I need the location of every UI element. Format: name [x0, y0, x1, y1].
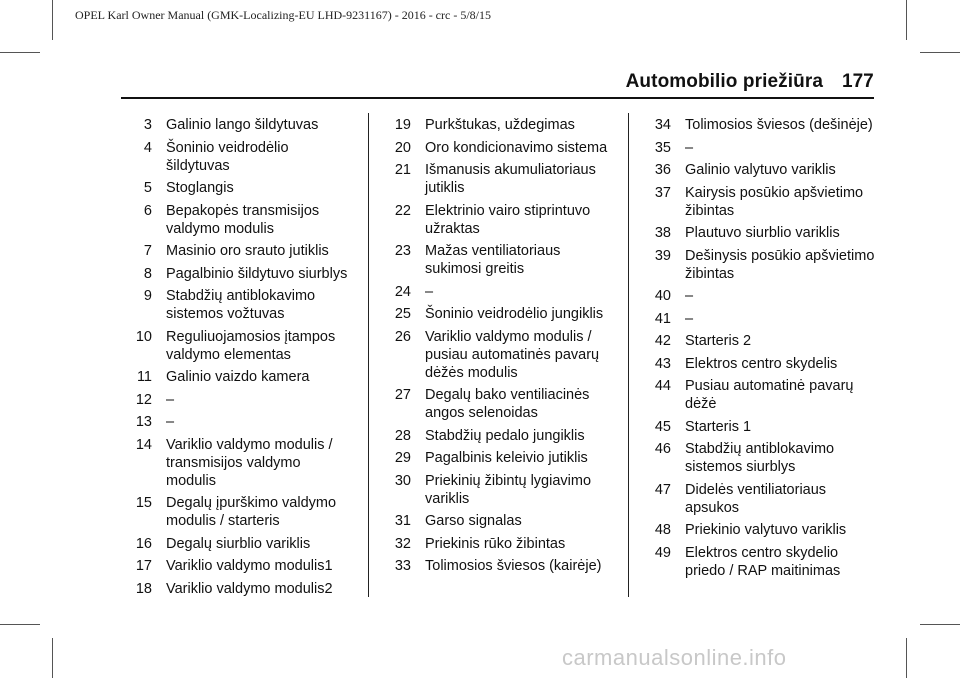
section-title: Automobilio priežiūra	[625, 71, 823, 92]
item-label: Elektros centro skydelis	[685, 355, 838, 372]
item-label: Šoninio veidrodėlio šildytuvas	[166, 139, 289, 174]
item-label: Didelės ventiliatoriaus apsukos	[685, 481, 827, 516]
list-item	[383, 512, 615, 530]
list-item	[643, 287, 875, 305]
list-item	[383, 202, 615, 238]
item-label: –	[685, 139, 694, 156]
list-item	[124, 557, 352, 575]
document-meta: OPEL Karl Owner Manual (GMK-Localizing-EU LHD-9231167) - 2016 - crc - 5/8/15	[75, 8, 491, 22]
list-item	[383, 427, 615, 445]
item-label: Stabdžių antiblokavimo sistemos vožtuvas	[166, 288, 316, 322]
item-label: –	[166, 414, 175, 430]
item-label: Šoninio veidrodėlio jungiklis	[425, 306, 604, 322]
item-label: Priekinių žibintų lygiavimo variklis	[425, 472, 592, 507]
column-divider	[368, 113, 369, 597]
list-item	[124, 265, 352, 283]
item-number: 48	[654, 522, 671, 538]
list-item	[383, 328, 615, 382]
item-label: Bepakopės transmisijos valdymo modulis	[166, 202, 320, 237]
item-number: 49	[654, 544, 671, 561]
item-label: Pagalbinio šildytuvo siurblys	[166, 265, 348, 282]
item-label: Kairysis posūkio apšvietimo žibintas	[685, 184, 864, 219]
list-item	[643, 310, 875, 328]
item-number: 25	[394, 306, 411, 322]
item-number: 47	[654, 481, 671, 498]
item-label: –	[685, 310, 694, 327]
item-label: Oro kondicionavimo sistema	[425, 139, 608, 156]
item-number: 6	[143, 202, 152, 219]
list-item	[124, 328, 352, 364]
item-label: Elektros centro skydelio priedo / RAP maitinimas	[685, 544, 841, 579]
list-item	[124, 116, 352, 134]
header-rule	[121, 97, 874, 99]
item-label: Priekinio valytuvo variklis	[685, 522, 847, 538]
item-label: Galinio valytuvo variklis	[685, 162, 836, 178]
list-item	[383, 535, 615, 553]
list-item	[124, 494, 352, 530]
item-label: –	[166, 391, 175, 408]
list-item	[383, 449, 615, 467]
item-number: 27	[394, 387, 411, 403]
item-label: Stoglangis	[166, 180, 234, 196]
item-label: Garso signalas	[425, 513, 522, 529]
list-item	[124, 179, 352, 197]
item-label: –	[685, 288, 694, 304]
item-number: 10	[135, 328, 152, 345]
item-label: Degalų įpurškimo valdymo modulis / starteris	[166, 495, 337, 529]
watermark: carmanualsonline.info	[562, 645, 787, 670]
item-number: 23	[394, 243, 411, 259]
fuse-list-column-3	[643, 116, 875, 584]
item-number: 3	[143, 117, 152, 133]
item-number: 35	[654, 139, 671, 156]
list-item	[643, 184, 875, 220]
list-item	[643, 116, 875, 134]
list-item	[643, 440, 875, 476]
list-item	[643, 521, 875, 539]
list-item	[643, 418, 875, 436]
list-item	[124, 368, 352, 386]
item-number: 46	[654, 441, 671, 457]
item-label: Išmanusis akumuliatoriaus jutiklis	[425, 162, 596, 196]
item-label: Pusiau automatinė pavarų dėžė	[685, 378, 854, 412]
item-label: Stabdžių antiblokavimo sistemos siurblys	[685, 441, 835, 475]
item-label: Masinio oro srauto jutiklis	[166, 243, 329, 259]
item-number: 14	[135, 436, 152, 453]
item-label: Plautuvo siurblio variklis	[685, 225, 840, 241]
item-label: Variklio valdymo modulis2	[166, 580, 333, 597]
list-item	[643, 139, 875, 157]
item-label: Elektrinio vairo stiprintuvo užraktas	[425, 202, 591, 237]
item-label: Reguliuojamosios įtampos valdymo elementas	[166, 328, 336, 363]
item-label: Starteris 1	[685, 418, 752, 435]
list-item	[383, 161, 615, 197]
list-item	[124, 535, 352, 553]
item-label: Variklio valdymo modulis / pusiau automatinės pavarų dėžės modulis	[425, 328, 600, 381]
item-label: –	[425, 283, 434, 300]
item-number: 16	[135, 535, 152, 552]
item-label: Variklio valdymo modulis1	[166, 558, 333, 574]
item-number: 5	[143, 180, 152, 196]
item-number: 26	[394, 328, 411, 345]
item-number: 42	[654, 333, 671, 349]
item-number: 19	[394, 117, 411, 133]
item-label: Tolimosios šviesos (kairėje)	[425, 558, 602, 574]
item-number: 17	[135, 558, 152, 574]
item-number: 28	[394, 427, 411, 444]
crop-mark	[0, 52, 40, 53]
item-number: 9	[143, 288, 152, 304]
item-number: 39	[654, 247, 671, 264]
list-item	[383, 139, 615, 157]
item-label: Purkštukas, uždegimas	[425, 117, 575, 133]
item-number: 32	[394, 535, 411, 552]
list-item	[643, 247, 875, 283]
item-label: Galinio lango šildytuvas	[166, 117, 319, 133]
list-item	[124, 202, 352, 238]
item-label: Tolimosios šviesos (dešinėje)	[685, 117, 873, 133]
item-number: 12	[135, 391, 152, 408]
item-number: 18	[135, 580, 152, 597]
list-item	[383, 557, 615, 575]
item-label: Degalų siurblio variklis	[166, 535, 311, 552]
list-item	[383, 116, 615, 134]
list-item	[124, 287, 352, 323]
list-item	[383, 386, 615, 422]
list-item	[383, 242, 615, 278]
item-number: 20	[394, 139, 411, 156]
item-number: 30	[394, 472, 411, 489]
item-number: 13	[135, 414, 152, 430]
list-item	[124, 139, 352, 175]
item-number: 31	[394, 513, 411, 529]
item-label: Mažas ventiliatoriaus sukimosi greitis	[425, 243, 561, 277]
list-item	[124, 413, 352, 431]
list-item	[643, 544, 875, 580]
item-number: 15	[135, 495, 152, 511]
item-number: 8	[143, 265, 152, 282]
list-item	[383, 305, 615, 323]
item-label: Galinio vaizdo kamera	[166, 369, 310, 385]
item-number: 21	[394, 162, 411, 178]
list-item	[643, 161, 875, 179]
list-item	[124, 436, 352, 490]
item-number: 40	[654, 288, 671, 304]
list-item	[124, 242, 352, 260]
item-label: Pagalbinis keleivio jutiklis	[425, 450, 588, 466]
item-label: Starteris 2	[685, 333, 752, 349]
list-item	[643, 332, 875, 350]
list-item	[124, 391, 352, 409]
item-number: 45	[654, 418, 671, 435]
list-item	[124, 580, 352, 598]
fuse-list-column-2	[383, 116, 615, 580]
list-item	[643, 377, 875, 413]
list-item	[643, 355, 875, 373]
crop-mark	[52, 0, 53, 40]
item-number: 24	[394, 283, 411, 300]
crop-mark	[920, 624, 960, 625]
list-item	[383, 283, 615, 301]
item-number: 37	[654, 184, 671, 201]
crop-mark	[920, 52, 960, 53]
crop-mark	[52, 638, 53, 678]
column-divider	[628, 113, 629, 597]
item-number: 38	[654, 225, 671, 241]
item-number: 4	[143, 139, 152, 156]
crop-mark	[906, 638, 907, 678]
item-number: 22	[394, 202, 411, 219]
item-number: 36	[654, 162, 671, 178]
item-number: 41	[654, 310, 671, 327]
crop-mark	[0, 624, 40, 625]
list-item	[643, 224, 875, 242]
list-item	[383, 472, 615, 508]
list-item	[643, 481, 875, 517]
item-label: Variklio valdymo modulis / transmisijos valdymo modulis	[166, 436, 333, 489]
item-number: 33	[394, 558, 411, 574]
item-label: Dešinysis posūkio apšvietimo žibintas	[685, 247, 875, 282]
item-label: Priekinis rūko žibintas	[425, 535, 566, 552]
item-label: Degalų bako ventiliacinės angos selenoidas	[425, 387, 590, 421]
item-number: 11	[136, 369, 152, 385]
fuse-list-column-1	[124, 116, 352, 602]
item-number: 43	[654, 355, 671, 372]
item-label: Stabdžių pedalo jungiklis	[425, 427, 585, 444]
item-number: 34	[654, 117, 671, 133]
item-number: 29	[394, 450, 411, 466]
item-number: 7	[143, 243, 152, 259]
page-number: 177	[842, 71, 874, 92]
item-number: 44	[654, 378, 671, 394]
crop-mark	[906, 0, 907, 40]
